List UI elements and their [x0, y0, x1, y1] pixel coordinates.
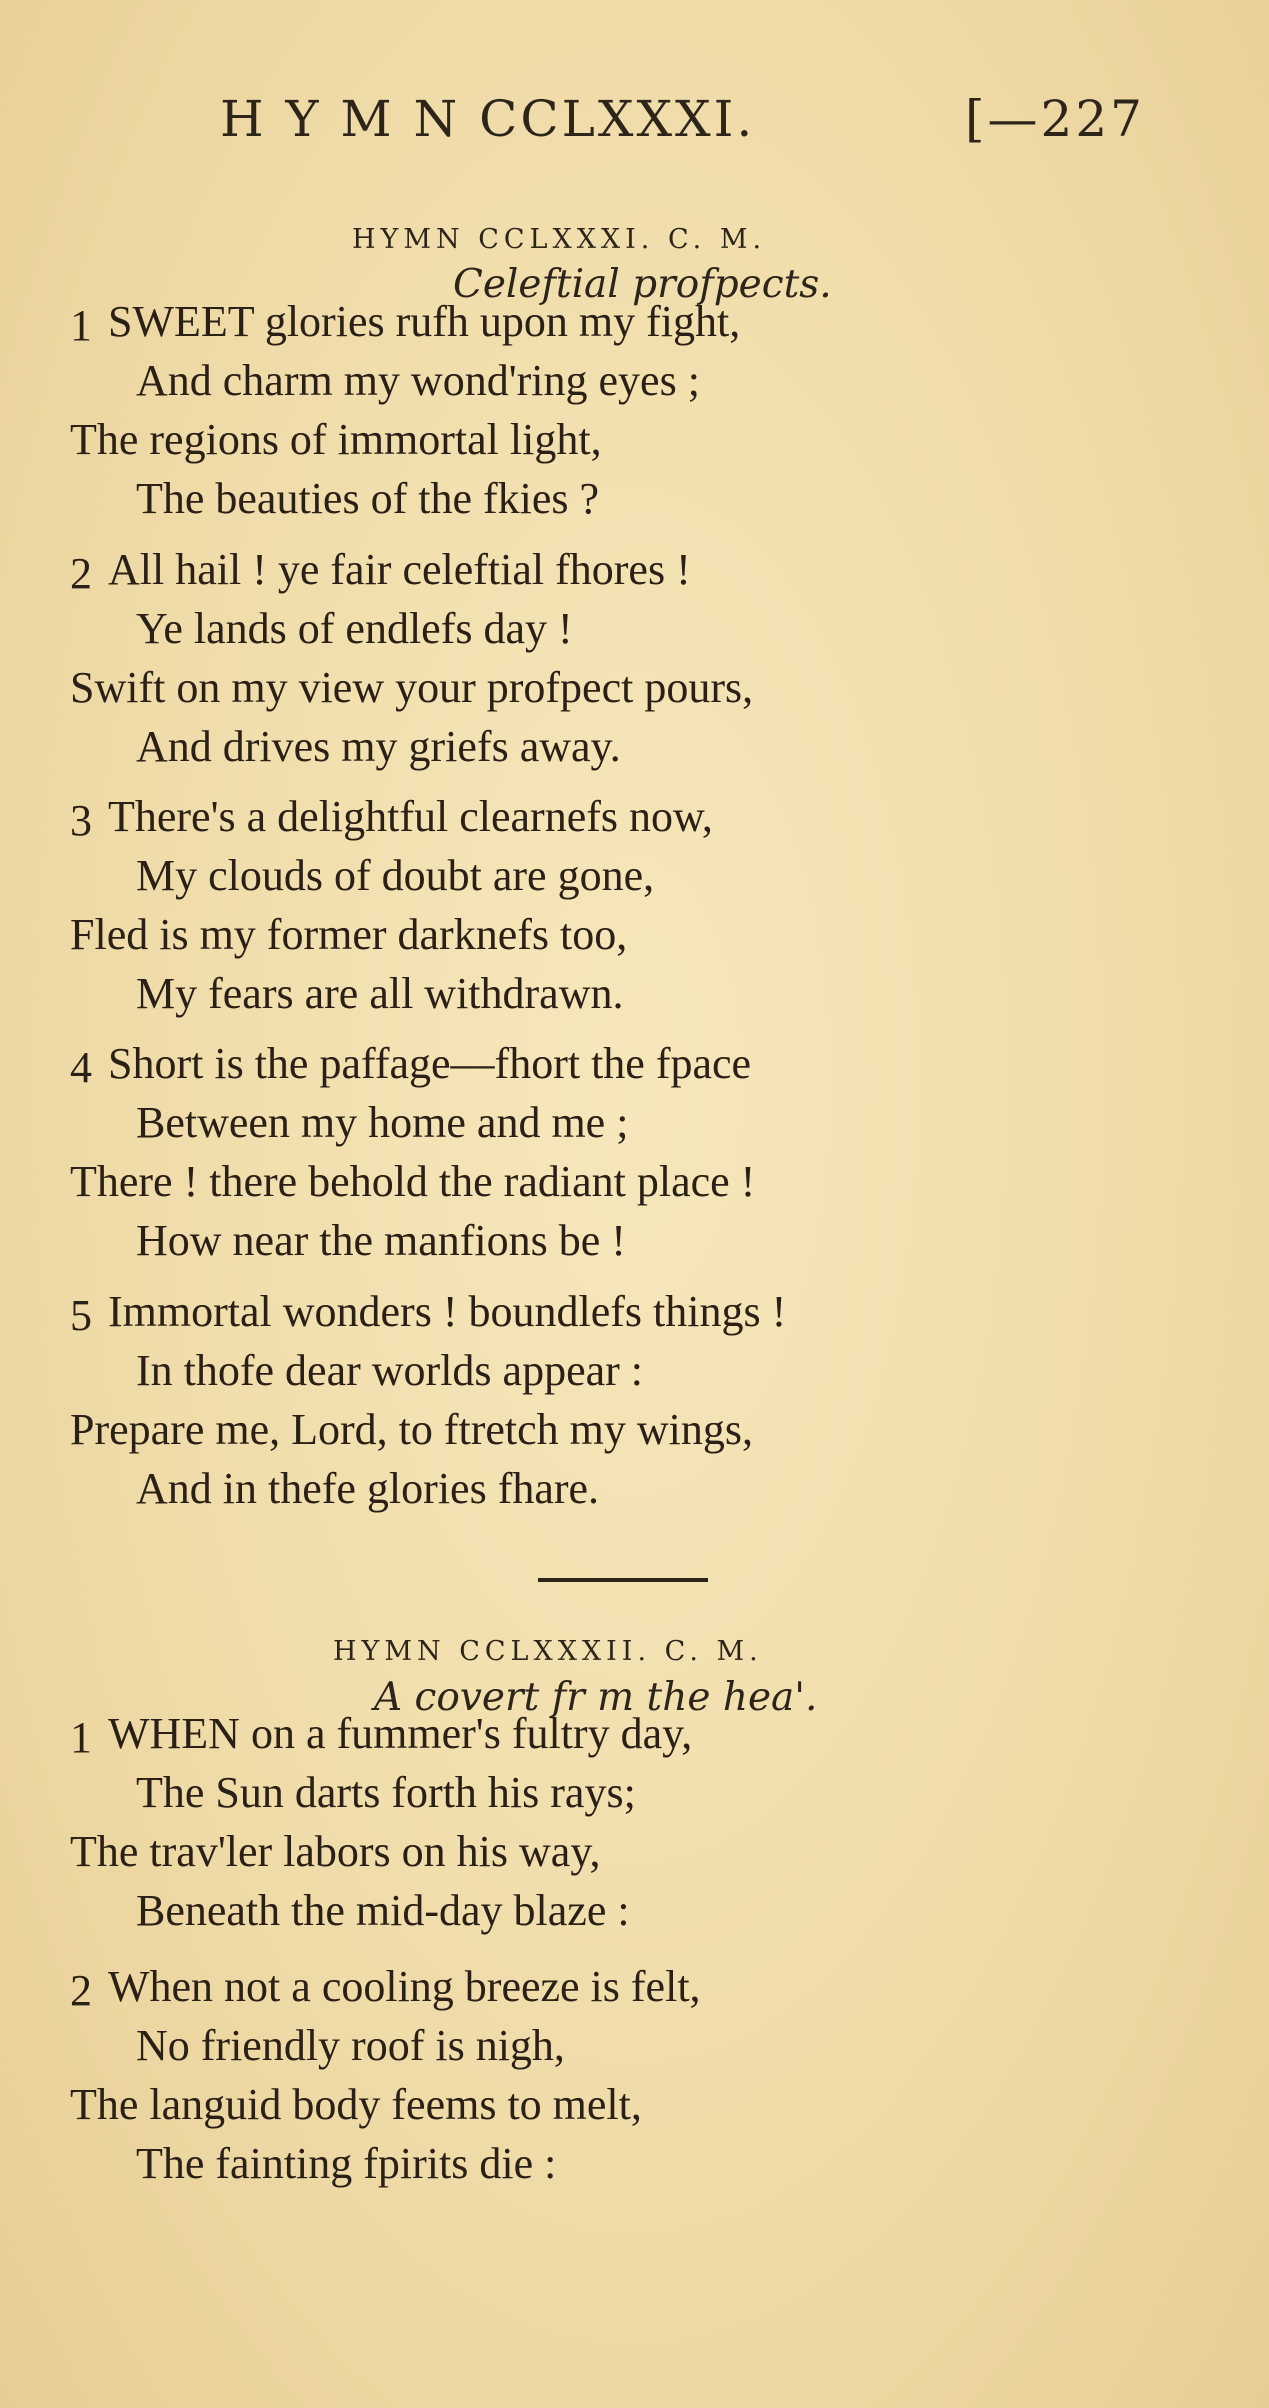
- hymn-heading: HYMN CCLXXXI. C. M.: [352, 224, 767, 255]
- verse-line: Ye lands of endlefs day !: [136, 604, 573, 653]
- verse-line: Prepare me, Lord, to ftretch my wings,: [70, 1405, 754, 1454]
- verse-line: And charm my wond'ring eyes ;: [136, 356, 700, 405]
- hymn-subtitle: A covert fr m the hea'.: [374, 1675, 818, 1720]
- verse-number: 2: [70, 549, 92, 598]
- verse-line: And in thefe glories fhare.: [136, 1464, 600, 1513]
- verse-line: The beauties of the fkies ?: [136, 474, 600, 523]
- hymn-subtitle: Celeftial profpects.: [453, 262, 832, 307]
- verse-line: The fainting fpirits die :: [136, 2139, 557, 2188]
- verse-line: When not a cooling breeze is felt,: [108, 1962, 701, 2011]
- verse-number: 2: [70, 1966, 92, 2015]
- verse-line: Between my home and me ;: [136, 1098, 629, 1147]
- verse-line: Immortal wonders ! boundlefs things !: [108, 1287, 787, 1336]
- verse-line: My clouds of doubt are gone,: [136, 851, 655, 900]
- verse-number: 5: [70, 1291, 92, 1340]
- verse-line: Beneath the mid-day blaze :: [136, 1886, 630, 1935]
- verse-line: WHEN on a fummer's fultry day,: [108, 1709, 693, 1758]
- section-divider: [538, 1578, 708, 1582]
- verse-number: 1: [70, 1713, 92, 1762]
- verse-line: The Sun darts forth his rays;: [136, 1768, 636, 1817]
- verse-line: The regions of immortal light,: [70, 415, 602, 464]
- verse-line: The trav'ler labors on his way,: [70, 1827, 601, 1876]
- verse-line: There ! there behold the radiant place !: [70, 1157, 756, 1206]
- page-number: [—227: [965, 90, 1145, 148]
- verse-line: Fled is my former darknefs too,: [70, 910, 628, 959]
- verse-number: 1: [70, 301, 92, 350]
- running-head-title: H Y M N CCLXXXI.: [220, 90, 756, 148]
- verse-line: And drives my griefs away.: [136, 722, 621, 771]
- verse-line: SWEET glories rufh upon my fight,: [108, 297, 741, 346]
- verse-line: How near the manfions be !: [136, 1216, 626, 1265]
- verse-line: My fears are all withdrawn.: [136, 969, 624, 1018]
- verse-line: In thofe dear worlds appear :: [136, 1346, 644, 1395]
- verse-line: Short is the paffage—fhort the fpace: [108, 1039, 752, 1088]
- verse-line: The languid body feems to melt,: [70, 2080, 642, 2129]
- verse-line: No friendly roof is nigh,: [136, 2021, 565, 2070]
- verse-line: There's a delightful clearnefs now,: [108, 792, 713, 841]
- verse-number: 3: [70, 796, 92, 845]
- verse-line: All hail ! ye fair celeftial fhores !: [108, 545, 691, 594]
- verse-line: Swift on my view your profpect pours,: [70, 663, 754, 712]
- verse-number: 4: [70, 1043, 92, 1092]
- hymn-heading: HYMN CCLXXXII. C. M.: [333, 1636, 763, 1667]
